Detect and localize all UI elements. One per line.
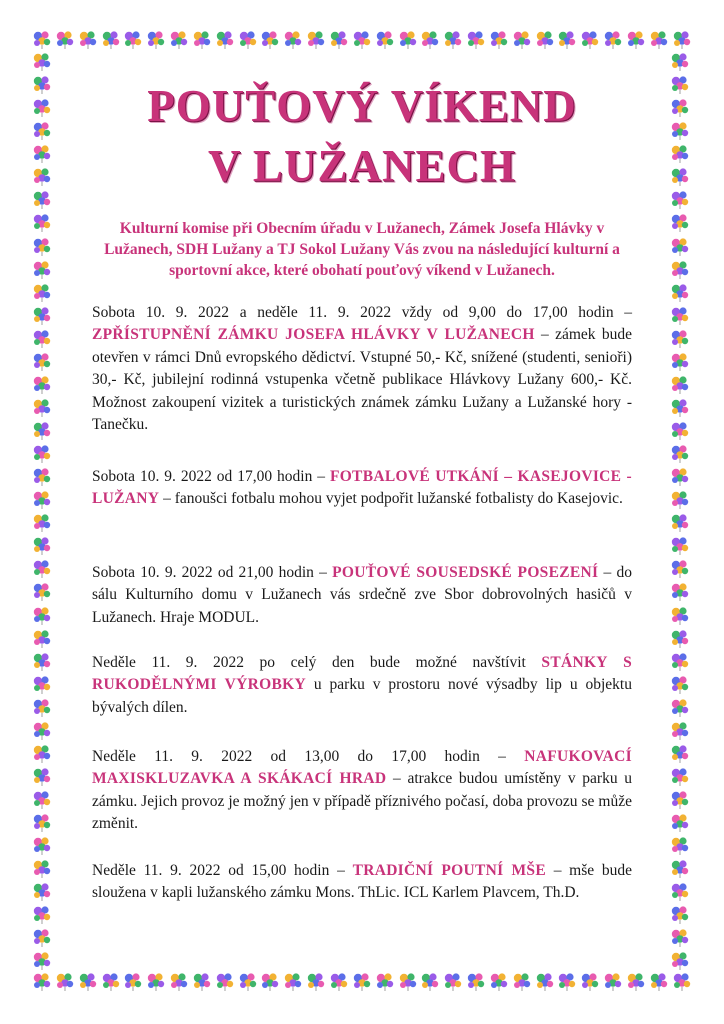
event-paragraph: Sobota 10. 9. 2022 a neděle 11. 9. 2022 vždy od 9,00 do 17,00 hodin – ZPŘÍSTUPNĚNÍ ZÁMKU JOSEFA HLÁVKY V LUŽANECH – zámek bude otevřen v rámci Dnů evropského dědictví. Vstupné 50,- Kč, snížené (studenti, senioři) 30,- Kč, jubilejní rodinná vstupenka včetně publikace Hlávkovy Lužany 600,- Kč. Možnost zakoupení vizitek a turistických známek zámku Lužany a Lužanské hory - Tanečku. — [92, 304, 632, 434]
balloon-icon — [670, 767, 690, 787]
event-highlight: TRADIČNÍ POUTNÍ MŠE — [352, 862, 546, 879]
event-paragraph: Sobota 10. 9. 2022 od 21,00 hodin – POUŤOVÉ SOUSEDSKÉ POSEZENÍ – do sálu Kulturního domu v Lužanech vás srdečně zve Sbor dobrovolných hasičů v Lužanech. Hraje MODUL. — [92, 564, 632, 626]
balloon-icon — [260, 30, 280, 50]
balloon-icon — [32, 582, 52, 602]
balloon-icon — [32, 352, 52, 372]
balloon-icon — [32, 675, 52, 695]
balloon-icon — [670, 698, 690, 718]
balloon-icon — [670, 283, 690, 303]
balloon-icon — [32, 375, 52, 395]
balloon-icon — [670, 675, 690, 695]
balloon-icon — [670, 559, 690, 579]
balloon-icon — [32, 190, 52, 210]
balloon-icon — [32, 813, 52, 833]
balloon-icon — [670, 905, 690, 925]
balloon-icon — [32, 283, 52, 303]
balloon-icon — [670, 721, 690, 741]
balloon-icon — [283, 30, 303, 50]
intro-text: Kulturní komise při Obecním úřadu v Lužanech, Zámek Josefa Hlávky v Lužanech, SDH Lužany a TJ Sokol Lužany Vás zvou na následující kulturní a sportovní akce, které obohatí pouťový víkend v Lužanech. — [104, 220, 620, 279]
balloon-icon — [580, 30, 600, 50]
balloon-icon — [238, 972, 258, 992]
balloon-icon — [123, 972, 143, 992]
balloon-icon — [670, 928, 690, 948]
balloon-icon — [670, 375, 690, 395]
balloon-icon — [626, 972, 646, 992]
balloon-icon — [670, 951, 690, 971]
balloon-icon — [670, 652, 690, 672]
page-title-line2: V LUŽANECH — [208, 141, 516, 191]
balloon-icon — [215, 972, 235, 992]
balloon-icon — [32, 52, 52, 72]
balloon-icon — [32, 398, 52, 418]
balloon-icon — [215, 30, 235, 50]
event-paragraph: Neděle 11. 9. 2022 po celý den bude možné navštívit STÁNKY S RUKODĚLNÝMI VÝROBKY u parku v prostoru nové výsadby lip u objektu bývalých dílen. — [92, 654, 633, 716]
balloon-icon — [512, 972, 532, 992]
balloon-icon — [329, 972, 349, 992]
balloon-icon — [420, 30, 440, 50]
balloon-icon — [670, 52, 690, 72]
event-highlight: NAFUKOVACÍ MAXISKLUZAVKA A SKÁKACÍ HRAD — [92, 748, 632, 788]
balloon-icon — [32, 329, 52, 349]
balloon-icon — [32, 721, 52, 741]
balloon-icon — [329, 30, 349, 50]
balloon-icon — [306, 972, 326, 992]
balloon-icon — [32, 467, 52, 487]
balloon-icon — [670, 260, 690, 280]
balloon-icon — [192, 972, 212, 992]
balloon-icon — [32, 698, 52, 718]
balloon-icon — [443, 972, 463, 992]
balloon-icon — [670, 190, 690, 210]
balloon-icon — [32, 513, 52, 533]
balloon-icon — [169, 30, 189, 50]
balloon-icon — [420, 972, 440, 992]
balloon-icon — [32, 744, 52, 764]
event-highlight: POUŤOVÉ SOUSEDSKÉ POSEZENÍ — [332, 564, 599, 581]
balloon-icon — [32, 882, 52, 902]
balloon-icon — [32, 260, 52, 280]
balloon-icon — [375, 30, 395, 50]
balloon-icon — [192, 30, 212, 50]
balloon-icon — [670, 467, 690, 487]
balloon-icon — [32, 606, 52, 626]
balloon-icon — [489, 30, 509, 50]
balloon-icon — [78, 972, 98, 992]
balloon-icon — [32, 972, 52, 992]
balloon-icon — [670, 444, 690, 464]
balloon-icon — [649, 30, 669, 50]
balloon-icon — [670, 490, 690, 510]
balloon-icon — [603, 30, 623, 50]
page-title-line1: POUŤOVÝ VÍKEND — [147, 81, 577, 131]
balloon-icon — [670, 329, 690, 349]
balloon-icon — [670, 213, 690, 233]
balloon-icon — [535, 972, 555, 992]
balloon-icon — [146, 972, 166, 992]
event-highlight: ZPŘÍSTUPNĚNÍ ZÁMKU JOSEFA HLÁVKY V LUŽANECH — [92, 326, 535, 344]
balloon-icon — [32, 790, 52, 810]
balloon-icon — [398, 30, 418, 50]
balloon-icon — [670, 813, 690, 833]
balloon-icon — [535, 30, 555, 50]
balloon-icon — [32, 444, 52, 464]
balloon-icon — [32, 536, 52, 556]
balloon-icon — [352, 972, 372, 992]
balloon-icon — [670, 629, 690, 649]
balloon-icon — [466, 972, 486, 992]
balloon-icon — [32, 951, 52, 971]
balloon-icon — [443, 30, 463, 50]
balloon-icon — [32, 559, 52, 579]
event-paragraph: Neděle 11. 9. 2022 od 15,00 hodin – TRADIČNÍ POUTNÍ MŠE – mše bude sloužena v kapli lužanského zámku Mons. ThLic. ICL Karlem Plavcem, Th.D. — [92, 862, 632, 902]
balloon-icon — [649, 972, 669, 992]
balloon-icon — [238, 30, 258, 50]
balloon-icon — [32, 629, 52, 649]
balloon-icon — [146, 30, 166, 50]
event-highlight: STÁNKY S RUKODĚLNÝMI VÝROBKY — [92, 654, 633, 694]
balloon-icon — [260, 972, 280, 992]
balloon-icon — [670, 790, 690, 810]
balloon-icon — [55, 30, 75, 50]
balloon-icon — [352, 30, 372, 50]
balloon-icon — [78, 30, 98, 50]
balloon-icon — [32, 237, 52, 257]
balloon-border-top — [32, 30, 692, 52]
balloon-icon — [32, 213, 52, 233]
balloon-icon — [670, 352, 690, 372]
balloon-icon — [670, 398, 690, 418]
balloon-icon — [32, 652, 52, 672]
balloon-icon — [557, 30, 577, 50]
balloon-icon — [580, 972, 600, 992]
balloon-icon — [101, 30, 121, 50]
event-paragraph: Neděle 11. 9. 2022 od 13,00 do 17,00 hodin – NAFUKOVACÍ MAXISKLUZAVKA A SKÁKACÍ HRAD – atrakce budou umístěny v parku u zámku. Jejich provoz je možný jen v případě příznivého počasí, doba provozu se může změnit. — [92, 748, 633, 833]
balloon-icon — [670, 237, 690, 257]
balloon-icon — [670, 582, 690, 602]
balloon-icon — [169, 972, 189, 992]
event-highlight: FOTBALOVÉ UTKÁNÍ – KASEJOVICE - LUŽANY — [92, 468, 632, 508]
balloon-icon — [32, 421, 52, 441]
balloon-icon — [398, 972, 418, 992]
balloon-icon — [32, 30, 52, 50]
balloon-icon — [32, 306, 52, 326]
balloon-icon — [557, 972, 577, 992]
balloon-icon — [489, 972, 509, 992]
balloon-icon — [123, 30, 143, 50]
balloon-icon — [670, 859, 690, 879]
event-paragraph: Sobota 10. 9. 2022 od 17,00 hodin – FOTBALOVÉ UTKÁNÍ – KASEJOVICE - LUŽANY – fanoušci fotbalu mohou vyjet podpořit lužanské fotbalisty do Kasejovic. — [92, 468, 632, 508]
balloon-icon — [670, 536, 690, 556]
balloon-icon — [55, 972, 75, 992]
balloon-icon — [375, 972, 395, 992]
balloon-icon — [670, 513, 690, 533]
balloon-icon — [626, 30, 646, 50]
balloon-icon — [670, 421, 690, 441]
balloon-icon — [283, 972, 303, 992]
balloon-icon — [32, 859, 52, 879]
balloon-icon — [670, 836, 690, 856]
balloon-icon — [101, 972, 121, 992]
balloon-icon — [32, 767, 52, 787]
balloon-icon — [512, 30, 532, 50]
balloon-icon — [306, 30, 326, 50]
balloon-icon — [32, 905, 52, 925]
balloon-icon — [672, 30, 692, 50]
balloon-icon — [466, 30, 486, 50]
balloon-icon — [670, 744, 690, 764]
balloon-icon — [32, 928, 52, 948]
balloon-icon — [670, 606, 690, 626]
balloon-icon — [32, 836, 52, 856]
balloon-icon — [603, 972, 623, 992]
balloon-border-bottom — [32, 972, 692, 994]
balloon-icon — [670, 882, 690, 902]
balloon-icon — [670, 306, 690, 326]
balloon-icon — [672, 972, 692, 992]
balloon-icon — [32, 490, 52, 510]
